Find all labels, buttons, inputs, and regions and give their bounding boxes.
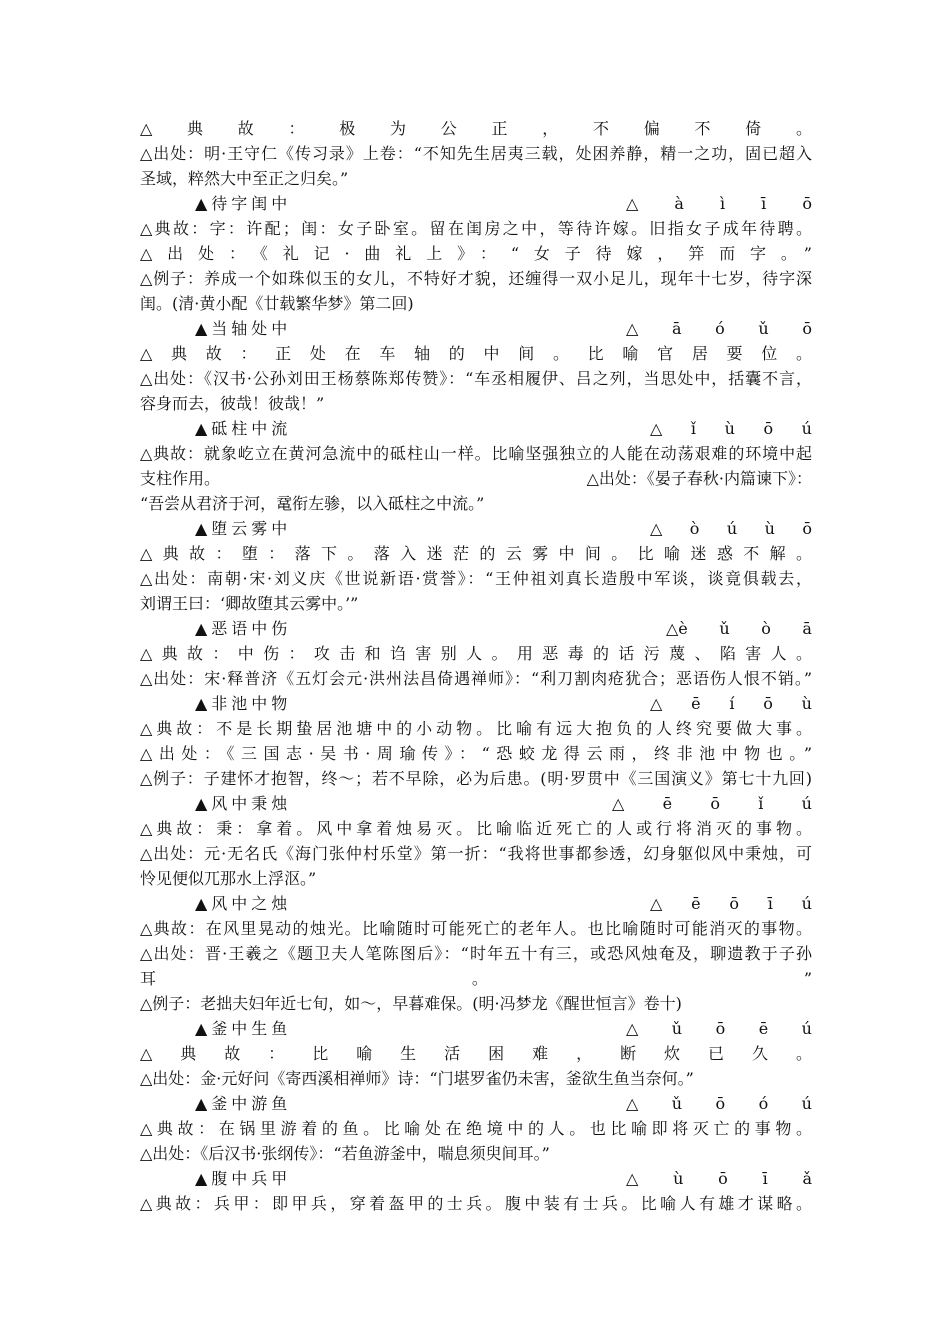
pinyin-row <box>612 791 812 816</box>
pinyin-syllable: △ <box>626 1094 639 1113</box>
pinyin-syllable: ǔ <box>758 319 769 338</box>
pinyin-row <box>650 416 812 441</box>
text-segment: ” <box>803 969 812 988</box>
text-line: △出处：《后汉书·张纲传》：“若鱼游釜中，喘息须臾间耳。” <box>140 1144 550 1163</box>
text-line: △典故：秉：拿着。风中拿着烛易灭。比喻临近死亡的人或行将消灭的事物。 <box>140 819 812 838</box>
text-line: △例子：子建怀才抱智，终～；若不早除，必为后患。(明·罗贯中《三国演义》第七十九回) <box>140 769 812 788</box>
pinyin-syllable: ī <box>767 894 773 913</box>
text-segment: △出处：《晏子春秋·内篇谏下》： <box>586 469 812 488</box>
text-line: △典故：堕：落下。落入迷茫的云雾中间。比喻迷惑不解。 <box>140 544 812 563</box>
pinyin-syllable: ō <box>802 319 812 338</box>
idiom-heading <box>140 1166 812 1191</box>
pinyin-syllable: ē <box>662 794 673 813</box>
pinyin-syllable: ē <box>758 1019 769 1038</box>
pinyin-syllable: í <box>729 694 735 713</box>
pinyin-syllable: △ <box>650 519 663 538</box>
idiom-heading <box>140 191 812 216</box>
text-line <box>140 966 812 991</box>
text-line: 闺。(清·黄小配《廿载繁华梦》第二回) <box>140 294 414 313</box>
idiom-title: ▲腹中兵甲 <box>195 1169 292 1188</box>
pinyin-row <box>626 1166 812 1191</box>
text-line: △出处：金·元好问《寄西溪相禅师》诗：“门堪罗雀仍未害，釜欲生鱼当奈何。” <box>140 1069 694 1088</box>
pinyin-syllable: ē <box>691 894 701 913</box>
idiom-title: ▲当轴处中 <box>195 319 292 338</box>
text-segment: 。 <box>471 969 488 988</box>
pinyin-syllable: ē <box>691 694 701 713</box>
idiom-heading <box>140 316 812 341</box>
idiom-heading <box>140 891 812 916</box>
text-line: △典故：极为公正，不偏不倚。 <box>140 119 812 138</box>
text-line <box>140 466 812 491</box>
text-line: △典故：就象屹立在黄河急流中的砥柱山一样。比喻坚强独立的人能在动荡艰难的环境中起 <box>140 444 812 463</box>
pinyin-syllable: ǔ <box>671 1094 683 1113</box>
pinyin-syllable: ò <box>689 519 700 538</box>
pinyin-syllable: ō <box>715 1019 726 1038</box>
pinyin-syllable: ǔ <box>719 619 730 638</box>
pinyin-row <box>650 691 812 716</box>
pinyin-syllable: ǐ <box>758 794 764 813</box>
idiom-title: ▲风中之烛 <box>195 894 292 913</box>
pinyin-syllable: ī <box>762 1169 768 1188</box>
pinyin-syllable: ú <box>801 794 812 813</box>
text-line: △出处：元·无名氏《海门张仲村乐堂》第一折：“我将世事都参透，幻身躯似风中秉烛，可 <box>140 844 812 863</box>
pinyin-syllable: △ <box>626 1019 639 1038</box>
pinyin-syllable: ǔ <box>671 1019 683 1038</box>
pinyin-syllable: ò <box>761 619 771 638</box>
pinyin-syllable: ó <box>758 1094 769 1113</box>
pinyin-syllable: ú <box>801 894 812 913</box>
pinyin-row <box>650 516 812 541</box>
pinyin-row <box>626 191 812 216</box>
idiom-heading <box>140 691 812 716</box>
text-line: 容身而去，彼哉！彼哉！” <box>140 394 325 413</box>
text-line: △出处：宋·释普济《五灯会元·洪州法昌倚遇禅师》：“利刀割肉疮犹合；恶语伤人恨不销。” <box>140 669 812 688</box>
pinyin-syllable: ī <box>761 194 767 213</box>
text-line: 圣域，粹然大中至正之归矣。” <box>140 169 349 188</box>
pinyin-syllable: ō <box>763 694 773 713</box>
pinyin-syllable: ō <box>710 794 720 813</box>
pinyin-syllable: ú <box>726 519 738 538</box>
idiom-title: ▲风中秉烛 <box>195 794 292 813</box>
pinyin-row <box>626 1016 812 1041</box>
idiom-title: ▲非池中物 <box>195 694 292 713</box>
pinyin-syllable: ù <box>764 519 775 538</box>
pinyin-syllable: ó <box>715 319 725 338</box>
text-line: △例子：养成一个如珠似玉的女儿，不特好才貌，还缠得一双小足儿，现年十七岁，待字深 <box>140 269 812 288</box>
pinyin-syllable: ù <box>801 694 812 713</box>
pinyin-syllable: △ <box>650 419 663 438</box>
idiom-heading <box>140 616 812 641</box>
idiom-title: ▲釜中生鱼 <box>195 1019 292 1038</box>
text-line: △典故：在风里晃动的烛光。比喻随时可能死亡的老年人。也比喻随时可能消灭的事物。 <box>140 919 812 938</box>
text-line: △典故：正处在车轴的中间。比喻官居要位。 <box>140 344 812 363</box>
text-line: △典故：在锅里游着的鱼。比喻处在绝境中的人。也比喻即将灭亡的事物。 <box>140 1119 812 1138</box>
pinyin-syllable: ì <box>719 194 726 213</box>
text-line: △典故：不是长期蛰居池塘中的小动物。比喻有远大抱负的人终究要做大事。 <box>140 719 812 738</box>
text-line: △出处：晋·王羲之《题卫夫人笔陈图后》：“时年五十有三，或恐风烛奄及，聊遗教于子孙 <box>140 944 812 963</box>
idiom-title: ▲砥柱中流 <box>195 419 292 438</box>
pinyin-syllable: △ <box>612 794 625 813</box>
text-line: △典故：兵甲：即甲兵，穿着盔甲的士兵。腹中装有士兵。比喻人有雄才谋略。 <box>140 1194 812 1213</box>
text-line: △出处：南朝·宋·刘义庆《世说新语·赏誉》：“王仲祖刘真长造殷中军谈，谈竟俱载去， <box>140 569 812 588</box>
pinyin-syllable: △ <box>626 319 639 338</box>
pinyin-row <box>626 1091 812 1116</box>
text-line: △例子：老拙夫妇年近七旬，如～，早暮难保。(明·冯梦龙《醒世恒言》卷十) <box>140 994 682 1013</box>
pinyin-syllable: à <box>674 194 684 213</box>
pinyin-syllable: △ <box>626 194 639 213</box>
text-line: 怜见便似兀那水上浮沤。” <box>140 869 317 888</box>
pinyin-row <box>666 616 812 641</box>
pinyin-syllable: △ <box>650 894 663 913</box>
idiom-title: ▲釜中游鱼 <box>195 1094 292 1113</box>
idiom-title: ▲待字闺中 <box>195 194 292 213</box>
text-line: △典故：中伤：攻击和诌害别人。用恶毒的话污蔑、陷害人。 <box>140 644 812 663</box>
idiom-heading <box>140 791 812 816</box>
document-body <box>140 116 812 1216</box>
pinyin-syllable: ú <box>801 1019 812 1038</box>
pinyin-syllable: ō <box>802 519 812 538</box>
pinyin-syllable: ā <box>671 319 682 338</box>
text-segment: 支柱作用。 <box>140 469 221 488</box>
idiom-heading <box>140 1016 812 1041</box>
idiom-heading <box>140 416 812 441</box>
idiom-heading <box>140 1091 812 1116</box>
pinyin-syllable: ú <box>801 1094 812 1113</box>
pinyin-syllable: ō <box>729 894 739 913</box>
pinyin-syllable: ù <box>724 419 735 438</box>
pinyin-syllable: ō <box>715 1094 726 1113</box>
text-line: “吾尝从君济于河，鼋衔左骖，以入砥柱之中流。” <box>140 494 485 513</box>
pinyin-syllable: ō <box>763 419 774 438</box>
pinyin-syllable: ǐ <box>690 419 696 438</box>
idiom-title: ▲恶语中伤 <box>195 619 292 638</box>
pinyin-syllable: ā <box>802 619 812 638</box>
idiom-title: ▲堕云雾中 <box>195 519 292 538</box>
pinyin-syllable: ú <box>801 419 812 438</box>
text-line: △出处：《礼记·曲礼上》：“女子待嫁，笄而字。” <box>140 244 812 263</box>
pinyin-row <box>650 891 812 916</box>
text-line: △出处：明·王守仁《传习录》上卷：“不知先生居夷三载，处困养静，精一之功，固已超入 <box>140 144 812 163</box>
text-line: △出处：《汉书·公孙刘田王杨蔡陈郑传赞》：“车丞相履伊、吕之列，当思处中，括囊不言， <box>140 369 812 388</box>
text-segment: 耳 <box>140 969 157 988</box>
text-line: △典故：字：许配；闺：女子卧室。留在闺房之中，等待许嫁。旧指女子成年待聘。 <box>140 219 812 238</box>
pinyin-syllable: △ <box>626 1169 639 1188</box>
text-line: △典故：比喻生活困难，断炊已久。 <box>140 1044 812 1063</box>
pinyin-row <box>626 316 812 341</box>
pinyin-syllable: ō <box>718 1169 728 1188</box>
text-line: △出处：《三国志·吴书·周瑜传》：“恐蛟龙得云雨，终非池中物也。” <box>140 744 812 763</box>
text-line: 刘谓王曰：‘卿故堕其云雾中。’” <box>140 594 359 613</box>
pinyin-syllable: △ <box>650 694 663 713</box>
idiom-heading <box>140 516 812 541</box>
pinyin-syllable: △è <box>666 619 688 638</box>
pinyin-syllable: ǎ <box>802 1169 812 1188</box>
pinyin-syllable: ù <box>673 1169 684 1188</box>
pinyin-syllable: ō <box>802 194 812 213</box>
